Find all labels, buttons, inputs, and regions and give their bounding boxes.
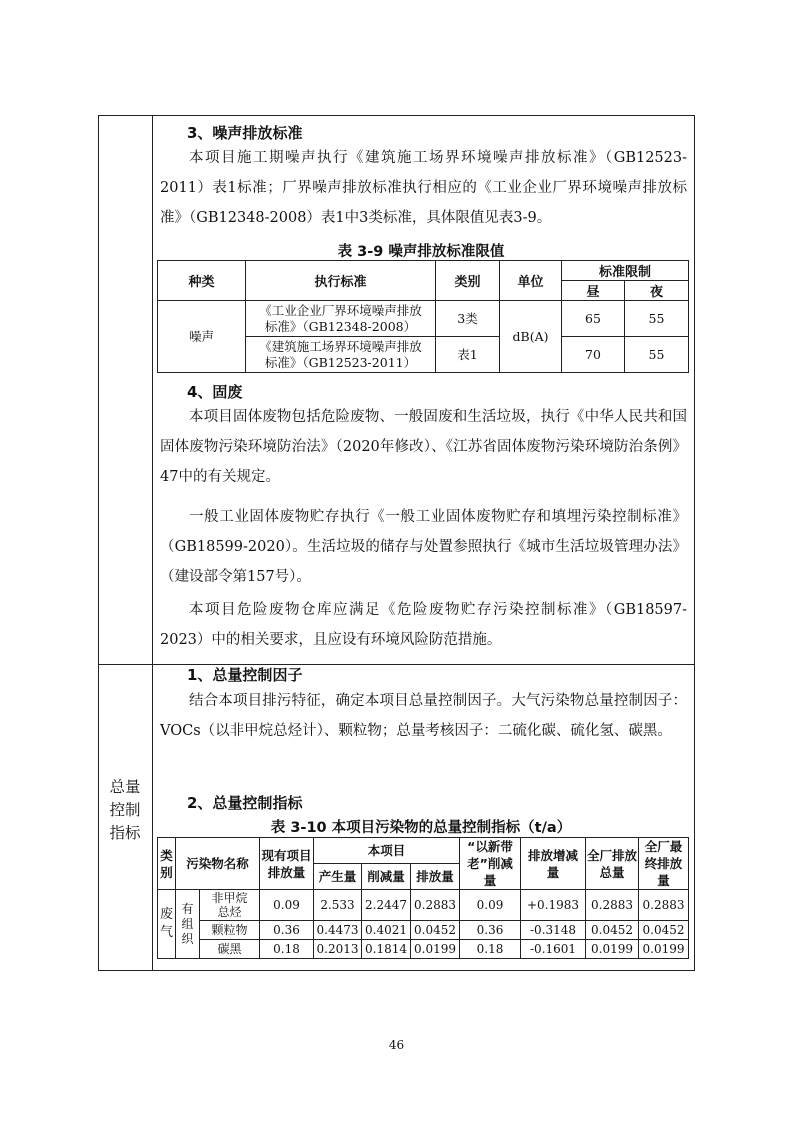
col-increase: 排放增减量: [521, 838, 586, 890]
cell-emitted: 0.0452: [411, 921, 460, 940]
cell-produced: 0.4473: [314, 921, 362, 940]
total-paragraph: 结合本项目排污特征，确定本项目总量控制因子。大气污染物总量控制因子：VOCs（以非甲烷总烃计）、颗粒物；总量考核因子：二硫化碳、硫化氢、碳黑。: [160, 693, 687, 739]
col-reduced: 削减量: [362, 864, 411, 890]
cell-plant-final: 0.2883: [639, 890, 689, 921]
col-standard: 执行标准: [246, 261, 436, 301]
table-3-9-title: 表 3-9 噪声排放标准限值: [337, 244, 505, 260]
cell-plant-total: 0.0452: [586, 921, 639, 940]
cell-name: 颗粒物: [200, 921, 260, 940]
col-plant-final: 全厂最终排放量: [639, 838, 689, 890]
table-3-10-title: 表 3-10 本项目污染物的总量控制指标（t/a）: [270, 820, 572, 836]
table-row: [158, 301, 689, 337]
total-heading-2: 2、总量控制指标: [187, 794, 303, 812]
col-limit: 标准限制: [562, 261, 689, 281]
col-day: 昼: [562, 281, 625, 301]
cell-produced: 2.533: [314, 890, 362, 921]
cell-existing: 0.18: [260, 940, 314, 959]
cell-old-new: 0.09: [460, 890, 521, 921]
cell-plant-final: 0.0199: [639, 940, 689, 959]
solid-paragraph-1: 本项目固体废物包括危险废物、一般固废和生活垃圾，执行《中华人民共和国固体废物污染环境防治法》（2020年修改）、《江苏省固体废物污染环境防治条例》47中的有关规定。: [160, 409, 687, 485]
cell-reduced: 0.1814: [362, 940, 411, 959]
col-existing: 现有项目排放量: [260, 838, 314, 890]
col-project: 本项目: [314, 838, 460, 864]
solid-paragraph-2: 一般工业固体废物贮存执行《一般工业固体废物贮存和填埋污染控制标准》（GB18599-2020）。生活垃圾的储存与处置参照执行《城市生活垃圾管理办法》（建设部令第157号）。: [160, 509, 687, 585]
cell-type: 噪声: [158, 301, 246, 373]
page-number: 46: [388, 1038, 405, 1052]
cell-increase: -0.1601: [521, 940, 586, 959]
noise-limits-table: [157, 260, 689, 373]
cell-emitted: 0.2883: [411, 890, 460, 921]
col-unit: 单位: [500, 261, 562, 301]
cell-reduced: 0.4021: [362, 921, 411, 940]
col-emitted: 排放量: [411, 864, 460, 890]
cell-reduced: 2.2447: [362, 890, 411, 921]
col-type: 种类: [158, 261, 246, 301]
cell-night: 55: [625, 337, 689, 373]
table-row: [158, 940, 689, 959]
table-row: [158, 921, 689, 940]
solid-paragraph-3: 本项目危险废物仓库应满足《危险废物贮存污染控制标准》（GB18597-2023）中的相关要求，且应设有环境风险防范措施。: [160, 602, 687, 648]
col-produced: 产生量: [314, 864, 362, 890]
cell-night: 55: [625, 301, 689, 337]
cell-old-new: 0.18: [460, 940, 521, 959]
noise-heading: 3、噪声排放标准: [187, 124, 303, 142]
col-old-new: “以新带老”削减量: [460, 838, 521, 890]
cell-existing: 0.09: [260, 890, 314, 921]
cell-emitted: 0.0199: [411, 940, 460, 959]
table-row: [158, 890, 689, 921]
cell-produced: 0.2013: [314, 940, 362, 959]
cell-standard: 《建筑施工场界环境噪声排放标准》（GB12523-2011）: [246, 337, 436, 373]
cell-plant-total: 0.0199: [586, 940, 639, 959]
col-category: 类别: [158, 838, 176, 890]
cell-increase: -0.3148: [521, 921, 586, 940]
cell-category: 3类: [436, 301, 500, 337]
cell-subgroup: 有组织: [176, 890, 200, 959]
cell-group: 废气: [158, 890, 176, 959]
col-pollutant: 污染物名称: [176, 838, 260, 890]
cell-day: 70: [562, 337, 625, 373]
col-category: 类别: [436, 261, 500, 301]
cell-increase: +0.1983: [521, 890, 586, 921]
cell-standard: 《工业企业厂界环境噪声排放标准》（GB12348-2008）: [246, 301, 436, 337]
column-divider: [152, 116, 153, 970]
noise-paragraph: 本项目施工期噪声执行《建筑施工场界环境噪声排放标准》（GB12523-2011）表1标准；厂界噪声排放标准执行相应的《工业企业厂界环境噪声排放标准》（GB12348-2008）表1中3类标准，具体限值见表3-9。: [160, 150, 687, 226]
total-control-table: [157, 837, 689, 959]
side-label: 总量控制指标: [109, 778, 141, 842]
cell-category: 表1: [436, 337, 500, 373]
cell-old-new: 0.36: [460, 921, 521, 940]
cell-plant-final: 0.0452: [639, 921, 689, 940]
total-heading-1: 1、总量控制因子: [187, 666, 303, 684]
col-night: 夜: [625, 281, 689, 301]
cell-unit: dB(A): [500, 301, 562, 373]
col-plant-total: 全厂排放总量: [586, 838, 639, 890]
cell-plant-total: 0.2883: [586, 890, 639, 921]
cell-existing: 0.36: [260, 921, 314, 940]
cell-day: 65: [562, 301, 625, 337]
cell-name: 非甲烷总烃: [200, 890, 260, 921]
solid-heading: 4、固废: [187, 383, 243, 401]
cell-name: 碳黑: [200, 940, 260, 959]
